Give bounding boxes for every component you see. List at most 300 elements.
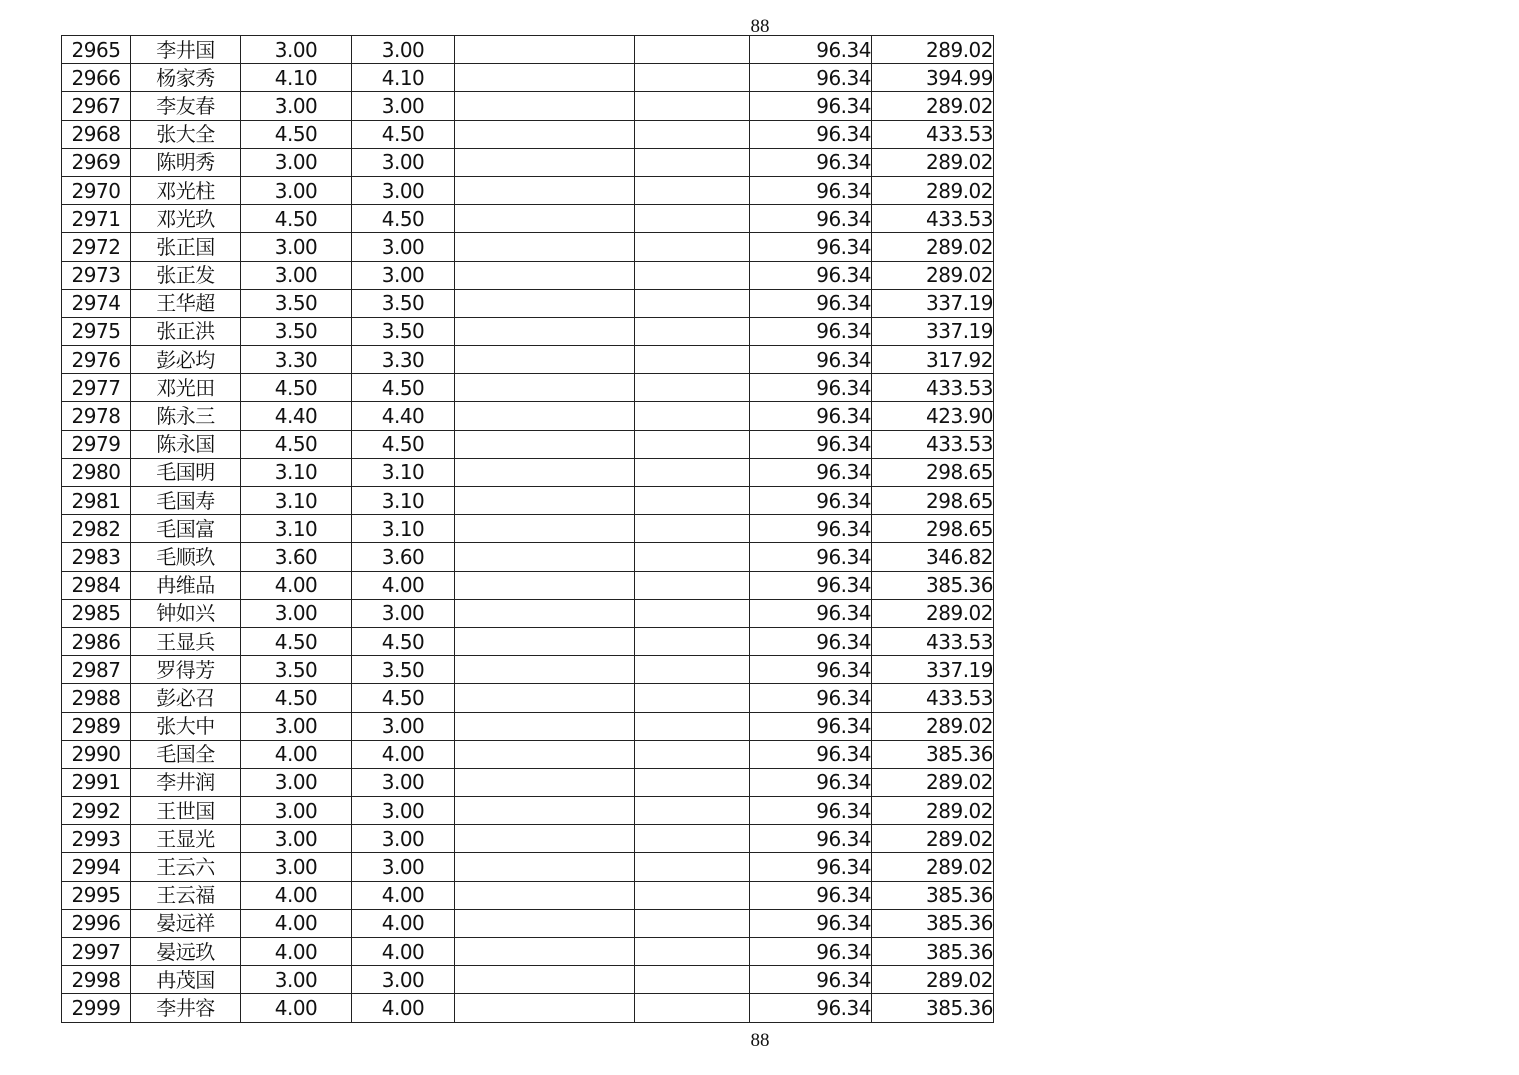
table-row (62, 881, 994, 909)
blank-cell (455, 994, 635, 1022)
blank-cell (635, 740, 750, 768)
confirmed-area-cell: 3.00 (352, 36, 455, 64)
blank-cell (635, 684, 750, 712)
rate-cell: 96.34 (750, 430, 872, 458)
blank-cell (635, 346, 750, 374)
name-cell: 邓光玖 (131, 205, 241, 233)
row-number-cell: 2968 (62, 120, 131, 148)
row-number-cell: 2967 (62, 92, 131, 120)
name-cell: 邓光田 (131, 374, 241, 402)
table-row (62, 92, 994, 120)
blank-cell (635, 36, 750, 64)
confirmed-area-cell: 4.50 (352, 627, 455, 655)
amount-cell: 423.90 (872, 402, 994, 430)
table-row (62, 458, 994, 486)
table-row (62, 261, 994, 289)
name-cell: 杨家秀 (131, 64, 241, 92)
amount-cell: 289.02 (872, 148, 994, 176)
name-cell: 李井容 (131, 994, 241, 1022)
area-cell: 3.50 (241, 289, 352, 317)
rate-cell: 96.34 (750, 712, 872, 740)
area-cell: 3.50 (241, 317, 352, 345)
area-cell: 3.00 (241, 825, 352, 853)
table-row (62, 205, 994, 233)
blank-cell (455, 233, 635, 261)
name-cell: 王云六 (131, 853, 241, 881)
area-cell: 3.00 (241, 712, 352, 740)
confirmed-area-cell: 3.10 (352, 458, 455, 486)
blank-cell (635, 825, 750, 853)
blank-cell (635, 92, 750, 120)
name-cell: 钟如兴 (131, 599, 241, 627)
table-row (62, 346, 994, 374)
row-number-cell: 2973 (62, 261, 131, 289)
blank-cell (455, 627, 635, 655)
area-cell: 3.00 (241, 853, 352, 881)
name-cell: 彭必召 (131, 684, 241, 712)
area-cell: 3.30 (241, 346, 352, 374)
name-cell: 张大全 (131, 120, 241, 148)
confirmed-area-cell: 3.10 (352, 487, 455, 515)
name-cell: 王显光 (131, 825, 241, 853)
table-row (62, 317, 994, 345)
rate-cell: 96.34 (750, 881, 872, 909)
rate-cell: 96.34 (750, 374, 872, 402)
name-cell: 王世国 (131, 797, 241, 825)
blank-cell (455, 205, 635, 233)
blank-cell (455, 966, 635, 994)
blank-cell (455, 289, 635, 317)
blank-cell (635, 458, 750, 486)
confirmed-area-cell: 4.00 (352, 881, 455, 909)
name-cell: 晏远祥 (131, 909, 241, 937)
confirmed-area-cell: 3.00 (352, 966, 455, 994)
amount-cell: 289.02 (872, 853, 994, 881)
blank-cell (635, 656, 750, 684)
area-cell: 3.00 (241, 176, 352, 204)
name-cell: 陈永国 (131, 430, 241, 458)
name-cell: 王云福 (131, 881, 241, 909)
table-row (62, 571, 994, 599)
name-cell: 王显兵 (131, 627, 241, 655)
name-cell: 张正发 (131, 261, 241, 289)
table-row (62, 909, 994, 937)
rate-cell: 96.34 (750, 768, 872, 796)
rate-cell: 96.34 (750, 599, 872, 627)
area-cell: 4.50 (241, 430, 352, 458)
rate-cell: 96.34 (750, 402, 872, 430)
blank-cell (455, 768, 635, 796)
blank-cell (635, 627, 750, 655)
blank-cell (455, 92, 635, 120)
rate-cell: 96.34 (750, 289, 872, 317)
blank-cell (455, 402, 635, 430)
blank-cell (635, 374, 750, 402)
table-row (62, 797, 994, 825)
blank-cell (455, 853, 635, 881)
table-row (62, 994, 994, 1022)
rate-cell: 96.34 (750, 148, 872, 176)
confirmed-area-cell: 3.00 (352, 712, 455, 740)
confirmed-area-cell: 3.00 (352, 599, 455, 627)
name-cell: 陈明秀 (131, 148, 241, 176)
page-number-bottom: 88 (750, 1030, 770, 1051)
name-cell: 张正国 (131, 233, 241, 261)
confirmed-area-cell: 4.50 (352, 205, 455, 233)
name-cell: 王华超 (131, 289, 241, 317)
row-number-cell: 2985 (62, 599, 131, 627)
row-number-cell: 2992 (62, 797, 131, 825)
blank-cell (455, 430, 635, 458)
blank-cell (635, 487, 750, 515)
amount-cell: 289.02 (872, 599, 994, 627)
name-cell: 张正洪 (131, 317, 241, 345)
confirmed-area-cell: 4.00 (352, 994, 455, 1022)
area-cell: 4.50 (241, 684, 352, 712)
blank-cell (635, 205, 750, 233)
area-cell: 3.00 (241, 599, 352, 627)
table-row (62, 374, 994, 402)
rate-cell: 96.34 (750, 515, 872, 543)
amount-cell: 289.02 (872, 712, 994, 740)
table-row (62, 740, 994, 768)
blank-cell (635, 853, 750, 881)
amount-cell: 385.36 (872, 881, 994, 909)
blank-cell (635, 571, 750, 599)
amount-cell: 289.02 (872, 797, 994, 825)
rate-cell: 96.34 (750, 176, 872, 204)
row-number-cell: 2980 (62, 458, 131, 486)
name-cell: 李井国 (131, 36, 241, 64)
amount-cell: 385.36 (872, 571, 994, 599)
confirmed-area-cell: 3.60 (352, 543, 455, 571)
blank-cell (635, 994, 750, 1022)
confirmed-area-cell: 3.10 (352, 515, 455, 543)
confirmed-area-cell: 4.40 (352, 402, 455, 430)
name-cell: 罗得芳 (131, 656, 241, 684)
rate-cell: 96.34 (750, 938, 872, 966)
amount-cell: 337.19 (872, 289, 994, 317)
table-row (62, 289, 994, 317)
blank-cell (635, 233, 750, 261)
amount-cell: 385.36 (872, 909, 994, 937)
confirmed-area-cell: 4.00 (352, 740, 455, 768)
confirmed-area-cell: 3.00 (352, 176, 455, 204)
area-cell: 4.50 (241, 120, 352, 148)
confirmed-area-cell: 3.00 (352, 768, 455, 796)
row-number-cell: 2969 (62, 148, 131, 176)
amount-cell: 433.53 (872, 374, 994, 402)
blank-cell (455, 515, 635, 543)
confirmed-area-cell: 3.00 (352, 825, 455, 853)
amount-cell: 385.36 (872, 938, 994, 966)
row-number-cell: 2972 (62, 233, 131, 261)
rate-cell: 96.34 (750, 797, 872, 825)
name-cell: 毛国明 (131, 458, 241, 486)
table-row (62, 402, 994, 430)
area-cell: 3.00 (241, 966, 352, 994)
row-number-cell: 2965 (62, 36, 131, 64)
blank-cell (635, 176, 750, 204)
name-cell: 彭必均 (131, 346, 241, 374)
area-cell: 4.00 (241, 881, 352, 909)
area-cell: 4.50 (241, 627, 352, 655)
area-cell: 3.00 (241, 261, 352, 289)
blank-cell (635, 317, 750, 345)
area-cell: 4.00 (241, 938, 352, 966)
row-number-cell: 2991 (62, 768, 131, 796)
row-number-cell: 2988 (62, 684, 131, 712)
blank-cell (635, 402, 750, 430)
name-cell: 毛顺玖 (131, 543, 241, 571)
name-cell: 李井润 (131, 768, 241, 796)
row-number-cell: 2996 (62, 909, 131, 937)
row-number-cell: 2993 (62, 825, 131, 853)
name-cell: 邓光柱 (131, 176, 241, 204)
table-row (62, 768, 994, 796)
blank-cell (635, 120, 750, 148)
row-number-cell: 2989 (62, 712, 131, 740)
name-cell: 冉维品 (131, 571, 241, 599)
blank-cell (635, 712, 750, 740)
blank-cell (455, 740, 635, 768)
row-number-cell: 2994 (62, 853, 131, 881)
data-table (61, 35, 994, 1023)
row-number-cell: 2981 (62, 487, 131, 515)
amount-cell: 289.02 (872, 261, 994, 289)
amount-cell: 298.65 (872, 515, 994, 543)
table-row (62, 825, 994, 853)
area-cell: 3.00 (241, 797, 352, 825)
rate-cell: 96.34 (750, 909, 872, 937)
blank-cell (455, 571, 635, 599)
confirmed-area-cell: 4.50 (352, 684, 455, 712)
confirmed-area-cell: 4.50 (352, 430, 455, 458)
rate-cell: 96.34 (750, 487, 872, 515)
table-body (62, 36, 994, 1023)
blank-cell (635, 881, 750, 909)
blank-cell (455, 374, 635, 402)
area-cell: 4.10 (241, 64, 352, 92)
row-number-cell: 2976 (62, 346, 131, 374)
amount-cell: 289.02 (872, 92, 994, 120)
blank-cell (635, 909, 750, 937)
blank-cell (455, 599, 635, 627)
amount-cell: 337.19 (872, 656, 994, 684)
table-row (62, 233, 994, 261)
blank-cell (455, 656, 635, 684)
confirmed-area-cell: 4.50 (352, 120, 455, 148)
row-number-cell: 2986 (62, 627, 131, 655)
row-number-cell: 2990 (62, 740, 131, 768)
confirmed-area-cell: 4.00 (352, 571, 455, 599)
blank-cell (455, 881, 635, 909)
confirmed-area-cell: 3.00 (352, 261, 455, 289)
row-number-cell: 2984 (62, 571, 131, 599)
amount-cell: 289.02 (872, 966, 994, 994)
confirmed-area-cell: 3.00 (352, 853, 455, 881)
rate-cell: 96.34 (750, 656, 872, 684)
confirmed-area-cell: 3.50 (352, 317, 455, 345)
amount-cell: 433.53 (872, 627, 994, 655)
name-cell: 毛国全 (131, 740, 241, 768)
rate-cell: 96.34 (750, 261, 872, 289)
blank-cell (635, 430, 750, 458)
table-row (62, 148, 994, 176)
table-row (62, 627, 994, 655)
rate-cell: 96.34 (750, 64, 872, 92)
amount-cell: 289.02 (872, 825, 994, 853)
amount-cell: 289.02 (872, 176, 994, 204)
area-cell: 4.00 (241, 994, 352, 1022)
table-row (62, 36, 994, 64)
row-number-cell: 2970 (62, 176, 131, 204)
area-cell: 4.00 (241, 571, 352, 599)
row-number-cell: 2966 (62, 64, 131, 92)
area-cell: 3.00 (241, 233, 352, 261)
blank-cell (635, 938, 750, 966)
confirmed-area-cell: 3.00 (352, 797, 455, 825)
row-number-cell: 2971 (62, 205, 131, 233)
blank-cell (455, 797, 635, 825)
area-cell: 3.60 (241, 543, 352, 571)
table-row (62, 966, 994, 994)
area-cell: 3.00 (241, 768, 352, 796)
area-cell: 3.00 (241, 92, 352, 120)
amount-cell: 317.92 (872, 346, 994, 374)
row-number-cell: 2998 (62, 966, 131, 994)
confirmed-area-cell: 3.00 (352, 92, 455, 120)
confirmed-area-cell: 4.00 (352, 938, 455, 966)
amount-cell: 298.65 (872, 458, 994, 486)
rate-cell: 96.34 (750, 853, 872, 881)
confirmed-area-cell: 3.00 (352, 148, 455, 176)
table-row (62, 938, 994, 966)
area-cell: 3.00 (241, 36, 352, 64)
blank-cell (455, 36, 635, 64)
row-number-cell: 2979 (62, 430, 131, 458)
blank-cell (455, 317, 635, 345)
amount-cell: 289.02 (872, 768, 994, 796)
confirmed-area-cell: 3.30 (352, 346, 455, 374)
confirmed-area-cell: 3.50 (352, 289, 455, 317)
rate-cell: 96.34 (750, 205, 872, 233)
rate-cell: 96.34 (750, 36, 872, 64)
table-row (62, 543, 994, 571)
row-number-cell: 2987 (62, 656, 131, 684)
blank-cell (455, 458, 635, 486)
blank-cell (455, 825, 635, 853)
rate-cell: 96.34 (750, 92, 872, 120)
row-number-cell: 2974 (62, 289, 131, 317)
blank-cell (635, 797, 750, 825)
page-number-top: 88 (750, 16, 770, 37)
row-number-cell: 2978 (62, 402, 131, 430)
row-number-cell: 2995 (62, 881, 131, 909)
name-cell: 张大中 (131, 712, 241, 740)
amount-cell: 433.53 (872, 205, 994, 233)
name-cell: 冉茂国 (131, 966, 241, 994)
rate-cell: 96.34 (750, 233, 872, 261)
row-number-cell: 2977 (62, 374, 131, 402)
rate-cell: 96.34 (750, 966, 872, 994)
blank-cell (455, 543, 635, 571)
amount-cell: 433.53 (872, 684, 994, 712)
amount-cell: 433.53 (872, 430, 994, 458)
rate-cell: 96.34 (750, 120, 872, 148)
amount-cell: 289.02 (872, 233, 994, 261)
rate-cell: 96.34 (750, 317, 872, 345)
row-number-cell: 2983 (62, 543, 131, 571)
area-cell: 3.50 (241, 656, 352, 684)
amount-cell: 394.99 (872, 64, 994, 92)
area-cell: 4.50 (241, 205, 352, 233)
blank-cell (455, 487, 635, 515)
table-row (62, 853, 994, 881)
table-row (62, 430, 994, 458)
name-cell: 晏远玖 (131, 938, 241, 966)
confirmed-area-cell: 4.00 (352, 909, 455, 937)
amount-cell: 289.02 (872, 36, 994, 64)
rate-cell: 96.34 (750, 627, 872, 655)
rate-cell: 96.34 (750, 684, 872, 712)
blank-cell (455, 148, 635, 176)
area-cell: 4.00 (241, 740, 352, 768)
amount-cell: 298.65 (872, 487, 994, 515)
area-cell: 3.00 (241, 148, 352, 176)
blank-cell (455, 938, 635, 966)
blank-cell (635, 543, 750, 571)
blank-cell (635, 261, 750, 289)
blank-cell (635, 966, 750, 994)
blank-cell (455, 261, 635, 289)
table-row (62, 712, 994, 740)
name-cell: 李友春 (131, 92, 241, 120)
confirmed-area-cell: 4.50 (352, 374, 455, 402)
row-number-cell: 2997 (62, 938, 131, 966)
blank-cell (635, 289, 750, 317)
blank-cell (455, 64, 635, 92)
rate-cell: 96.34 (750, 571, 872, 599)
blank-cell (635, 148, 750, 176)
blank-cell (635, 768, 750, 796)
confirmed-area-cell: 3.00 (352, 233, 455, 261)
rate-cell: 96.34 (750, 740, 872, 768)
blank-cell (455, 346, 635, 374)
rate-cell: 96.34 (750, 543, 872, 571)
rate-cell: 96.34 (750, 346, 872, 374)
blank-cell (455, 120, 635, 148)
area-cell: 3.10 (241, 515, 352, 543)
blank-cell (455, 909, 635, 937)
area-cell: 3.10 (241, 487, 352, 515)
row-number-cell: 2999 (62, 994, 131, 1022)
area-cell: 3.10 (241, 458, 352, 486)
name-cell: 毛国富 (131, 515, 241, 543)
table-row (62, 487, 994, 515)
blank-cell (635, 515, 750, 543)
area-cell: 4.40 (241, 402, 352, 430)
area-cell: 4.50 (241, 374, 352, 402)
rate-cell: 96.34 (750, 825, 872, 853)
table-row (62, 120, 994, 148)
amount-cell: 346.82 (872, 543, 994, 571)
table-row (62, 599, 994, 627)
amount-cell: 385.36 (872, 994, 994, 1022)
rate-cell: 96.34 (750, 994, 872, 1022)
row-number-cell: 2982 (62, 515, 131, 543)
blank-cell (635, 64, 750, 92)
